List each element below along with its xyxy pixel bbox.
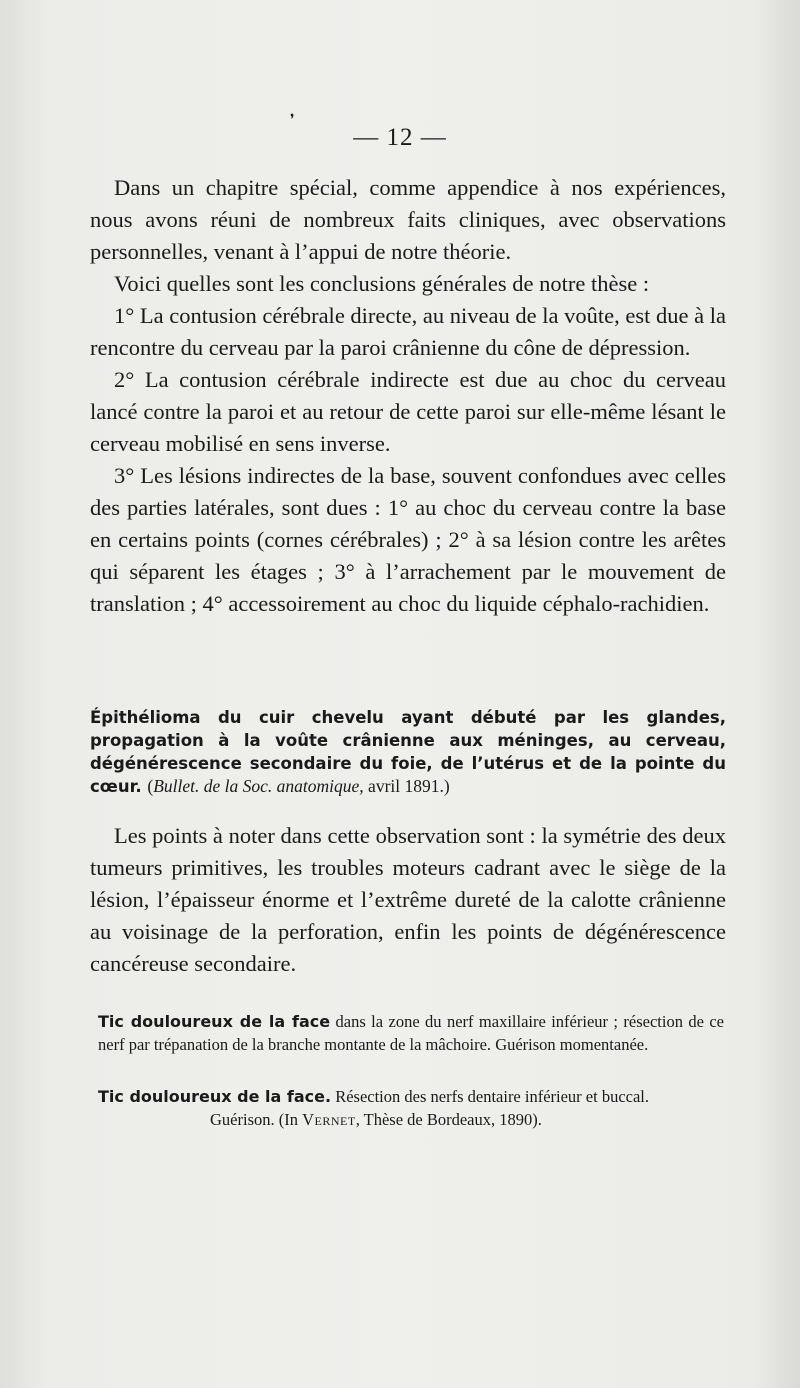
observation-heading: Épithélioma du cuir chevelu ayant débuté par les glandes, propagation à la voûte crânienne aux méninges, au cerveau, dégénérescence secondaire du foie, de l’utérus et de la pointe du cœur. xyxy=(90,708,726,796)
observation-citation: (Bullet. de la Soc. anatomique, avril 1891.) xyxy=(147,776,450,796)
intro-paragraph: Dans un chapitre spécial, comme appendice à nos expériences, nous avons réuni de nombreux faits cliniques, avec observations personnelles, venant à l’appui de notre théorie. xyxy=(90,175,726,264)
observation-paragraph: Les points à noter dans cette observation sont : la symétrie des deux tumeurs primitives, les troubles moteurs cadrant avec le siège de la lésion, l’épaisseur énorme et l’extrême dureté de la calotte crânienne au voisinage de la perforation, enfin les points de dégénérescence cancéreuse secondaire. xyxy=(90,823,726,976)
tic-1-title: Tic douloureux de la face xyxy=(98,1012,331,1031)
tic-2-title: Tic douloureux de la face. xyxy=(98,1087,332,1106)
tic-2-text: Résection des nerfs dentaire inférieur et buccal. xyxy=(335,1087,650,1106)
author-name: Vernet xyxy=(302,1110,356,1129)
citation-journal: Bullet. de la Soc. anatomique, xyxy=(153,776,364,796)
citation-date: avril 1891.) xyxy=(368,776,450,796)
tic-1-text: dans la zone du nerf maxillaire inférieur ; résection de ce nerf par trépanation de la branche montante de la mâchoire. xyxy=(98,1012,724,1054)
ink-speck: ❜ xyxy=(290,112,295,128)
tic-1-outcome: Guérison momentanée. xyxy=(495,1035,649,1054)
page-number: — 12 — xyxy=(353,124,447,151)
conclusion-1: 1° La contusion cérébrale directe, au niveau de la voûte, est due à la rencontre du cerveau par la paroi crânienne du cône de dépression. xyxy=(90,303,726,360)
conclusions-heading: Voici quelles sont les conclusions générales de notre thèse : xyxy=(114,271,650,296)
tic-case-2 xyxy=(98,1085,724,1131)
tic-2-outcome: Guérison. (In Vernet, Thèse de Bordeaux, 1890). xyxy=(210,1110,542,1129)
tic-case-1 xyxy=(98,1010,724,1056)
conclusion-3: 3° Les lésions indirectes de la base, souvent confondues avec celles des parties latérales, sont dues : 1° au choc du cerveau contre la base en certains points (cornes cérébrales) ; 2° à sa lésion contre les arêtes qui séparent les étages ; 3° à l’arrachement par le mouvement de translation ; 4° accessoirement au choc du liquide céphalo-rachidien. xyxy=(90,463,726,616)
conclusion-2: 2° La contusion cérébrale indirecte est due au choc du cerveau lancé contre la paroi et au retour de cette paroi sur elle-même lésant le cerveau mobilisé en sens inverse. xyxy=(90,367,726,456)
observation-title xyxy=(90,706,726,798)
observation-body xyxy=(90,820,726,980)
body-text xyxy=(90,172,726,620)
